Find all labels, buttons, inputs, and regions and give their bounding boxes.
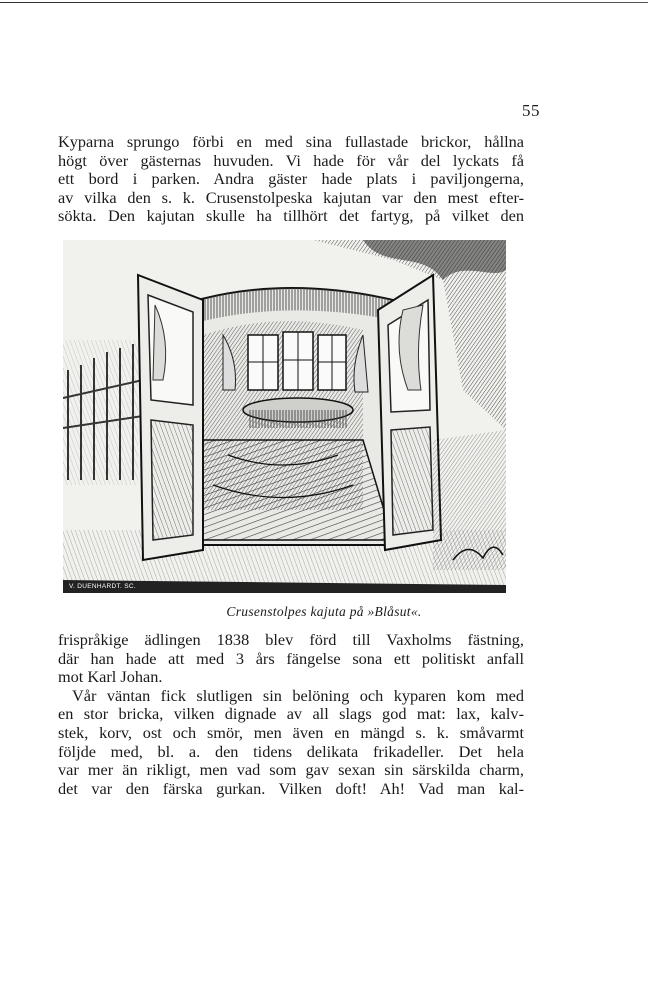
text-line: var mer än rikligt, men vad som gav sexan sin särskilda charm, (58, 760, 524, 780)
text-line: högt över gästernas huvuden. Vi hade för vår del lyckats få (58, 150, 524, 170)
text-line: mot Karl Johan. (58, 667, 163, 687)
text-line: stek, korv, ost och smör, men även en mängd s. k. småvarmt (58, 722, 524, 742)
text-line: följde med, bl. a. den tidens delikata frikadeller. Det hela (58, 741, 524, 761)
engraving-illustration (63, 240, 506, 593)
text-line: där han hade att med 3 års fängelse sona ett politiskt anfall (58, 648, 524, 668)
figure-caption: Crusenstolpes kajuta på »Blåsut«. (226, 604, 422, 619)
text-line: av vilka den s. k. Crusenstolpeska kajutan var den mest efter- (58, 187, 524, 207)
text-line: en stor bricka, vilken dignade av all slags god mat: lax, kalv- (58, 704, 524, 724)
text-line: frispråkige ädlingen 1838 blev förd till Vaxholms fästning, (58, 630, 524, 649)
top-edge-rule (0, 2, 648, 4)
paragraph-2 (58, 631, 524, 798)
text-line: det var den färska gurkan. Vilken doft! Ah! Vad man kal- (58, 778, 524, 798)
text-line: Kyparna sprungo förbi en med sina fullastade brickor, hållna (58, 132, 524, 151)
page-number: 55 (522, 101, 540, 120)
text-line: ett bord i parken. Andra gäster hade plats i paviljongerna, (58, 169, 524, 189)
engraver-mark: V. DUENHARDT. SC. (69, 583, 136, 590)
paragraph-1 (58, 133, 524, 226)
text-line: Vår väntan fick slutligen sin belöning och kyparen kom med (72, 685, 524, 705)
text-line: sökta. Den kajutan skulle ha tillhört det fartyg, på vilket den (58, 206, 524, 226)
